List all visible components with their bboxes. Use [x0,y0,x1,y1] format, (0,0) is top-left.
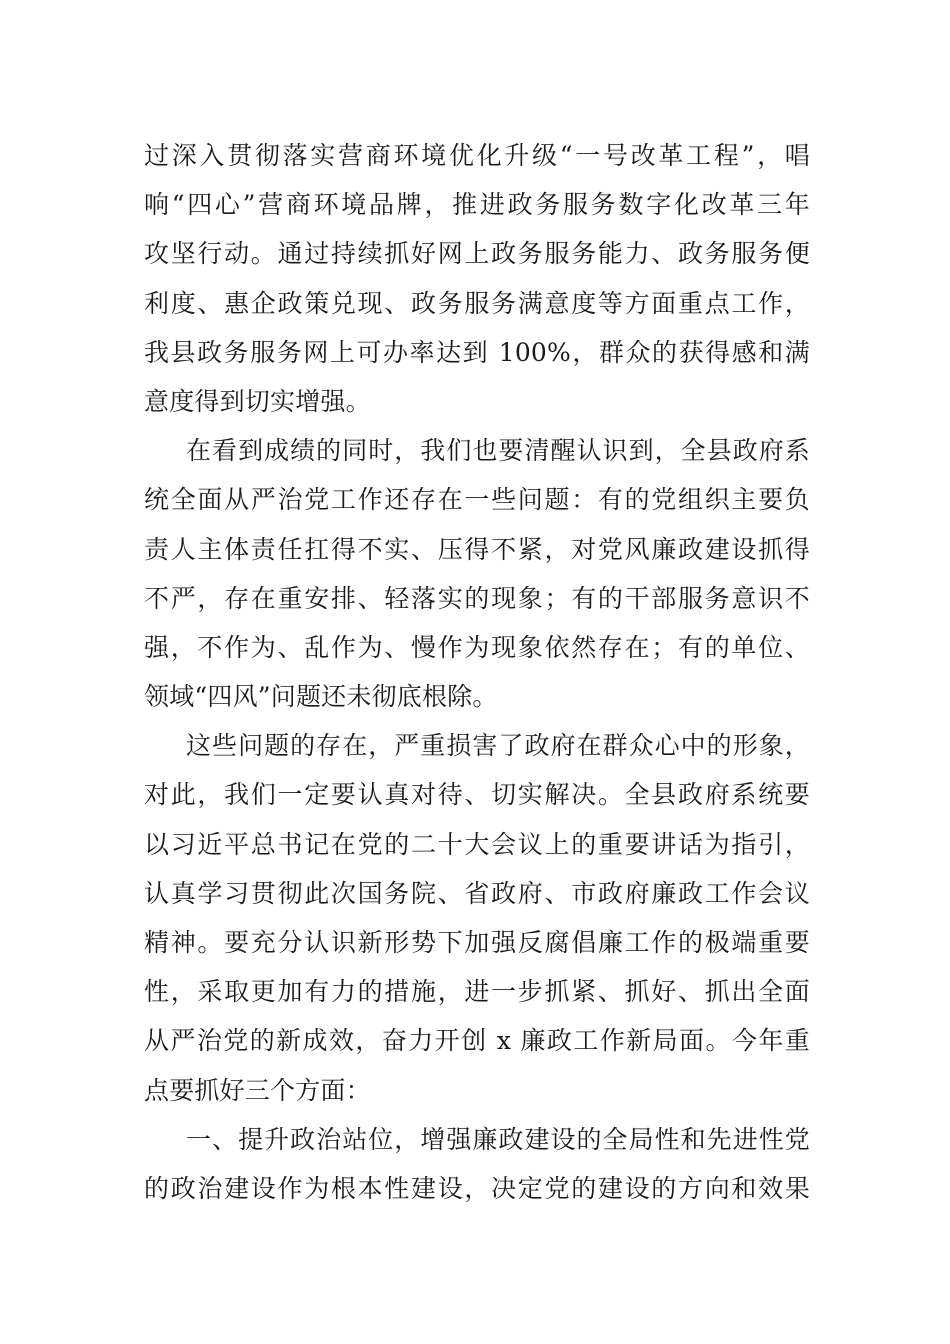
text-line: 从严治党的新成效，奋力开创 x 廉政工作新局面。今年重 [144,1026,810,1056]
text-line: 我县政务服务网上可办率达到 100%，群众的获得感和满 [144,337,810,367]
text-line: 责人主体责任扛得不实、压得不紧，对党风廉政建设抓得 [144,534,810,564]
paragraph [144,1115,810,1213]
text-line: 过深入贯彻落实营商环境优化升级“一号改革工程”，唱 [144,141,810,170]
text-line: 统全面从严治党工作还存在一些问题：有的党组织主要负 [144,485,810,515]
text-line: 在看到成绩的同时，我们也要清醒认识到，全县政府系 [186,436,810,466]
text-line: 的政治建设作为根本性建设，决定党的建设的方向和效果 [144,1173,810,1203]
text-line: 精神。要充分认识新形势下加强反腐倡廉工作的极端重要 [144,928,810,957]
paragraph [144,426,810,721]
text-line: 意度得到切实增强。 [144,386,371,416]
text-line: 利度、惠企政策兑现、政务服务满意度等方面重点工作， [144,288,810,318]
text-line: 攻坚行动。通过持续抓好网上政务服务能力、政务服务便 [144,239,810,269]
text-line: 点要抓好三个方面： [144,1075,371,1105]
text-line: 这些问题的存在，严重损害了政府在群众心中的形象， [186,731,810,761]
text-line: 认真学习贯彻此次国务院、省政府、市政府廉政工作会议 [144,878,810,908]
text-line: 对此，我们一定要认真对待、切实解决。全县政府系统要 [144,780,810,810]
text-line: 强，不作为、乱作为、慢作为现象依然存在；有的单位、 [144,632,810,662]
paragraph [144,721,810,1115]
text-line: 一、提升政治站位，增强廉政建设的全局性和先进性党 [186,1124,810,1154]
text-line: 领域“四风”问题还未彻底根除。 [144,682,498,712]
text-line: 性，采取更加有力的措施，进一步抓紧、抓好、抓出全面 [144,977,810,1007]
text-line: 以习近平总书记在党的二十大会议上的重要讲话为指引， [144,829,810,859]
text-line: 不严，存在重安排、轻落实的现象；有的干部服务意识不 [144,583,810,613]
text-line: 响“四心”营商环境品牌，推进政务服务数字化改革三年 [144,190,810,220]
document-body [144,131,810,1213]
paragraph [144,131,810,426]
